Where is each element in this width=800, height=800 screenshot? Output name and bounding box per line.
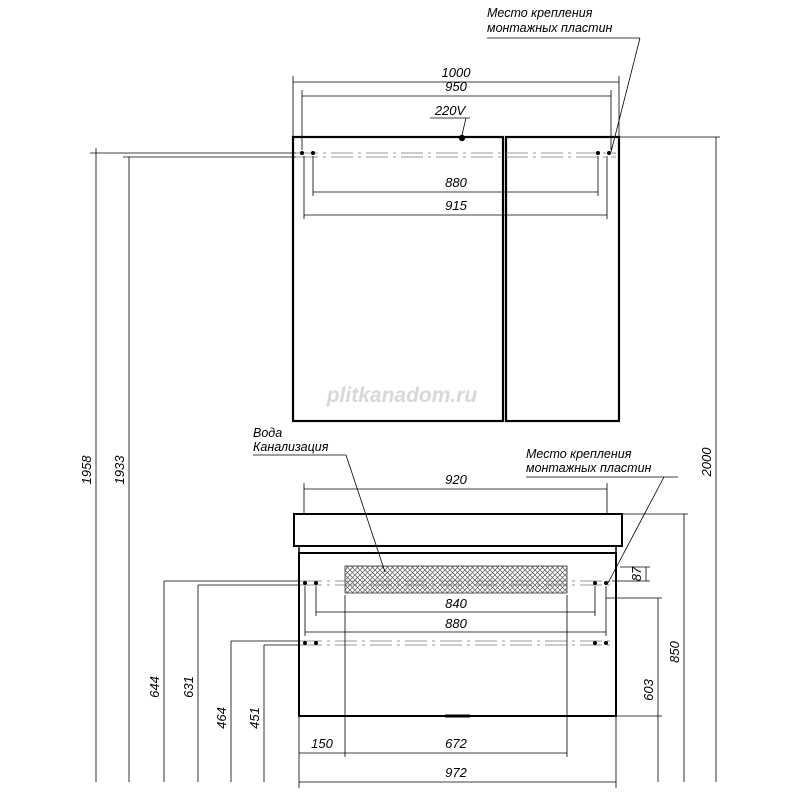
dim-644: 644 <box>147 676 162 698</box>
dim-840: 840 <box>445 596 467 611</box>
mount-point <box>314 641 318 645</box>
water-label: Вода <box>253 426 283 440</box>
mount-point <box>593 581 597 585</box>
mount-point <box>593 641 597 645</box>
mount-label-top-line1: Место крепления <box>487 6 593 20</box>
cabinet-right-door <box>506 137 619 421</box>
mount-point <box>300 151 304 155</box>
mount-point <box>607 151 611 155</box>
mount-point <box>303 581 307 585</box>
vanity-dimension-labels <box>79 426 714 780</box>
dim-1958: 1958 <box>79 455 94 485</box>
dim-920: 920 <box>445 472 467 487</box>
mount-point <box>303 641 307 645</box>
mount-point <box>604 641 608 645</box>
vanity-unit <box>294 514 622 716</box>
dim-451: 451 <box>247 707 262 729</box>
plumbing-area <box>345 566 567 593</box>
power-label: 220V <box>434 103 466 118</box>
dim-972: 972 <box>445 765 467 780</box>
mount-point <box>314 581 318 585</box>
mount-point <box>596 151 600 155</box>
mount-label-bottom-line2: монтажных пластин <box>526 461 652 475</box>
dim-631: 631 <box>181 676 196 698</box>
dim-464: 464 <box>214 707 229 729</box>
dim-1933: 1933 <box>112 455 127 485</box>
sewer-label: Канализация <box>253 440 329 454</box>
vanity-dimensions <box>164 455 688 788</box>
mount-label-top-line2: монтажных пластин <box>487 21 613 35</box>
power-outlet-icon <box>459 135 465 141</box>
dim-2000: 2000 <box>699 447 714 477</box>
dim-87: 87 <box>629 566 644 582</box>
dim-672: 672 <box>445 736 467 751</box>
dim-950: 950 <box>445 79 467 94</box>
cabinet-dimension-labels <box>434 6 613 213</box>
mount-point <box>604 581 608 585</box>
dim-880-bottom: 880 <box>445 616 467 631</box>
dim-603: 603 <box>641 679 656 701</box>
dim-1000: 1000 <box>441 65 471 80</box>
dim-915: 915 <box>445 198 467 213</box>
mount-label-bottom-line1: Место крепления <box>526 447 632 461</box>
mount-point <box>311 151 315 155</box>
cabinet-left-door <box>293 137 503 421</box>
dim-150: 150 <box>311 736 333 751</box>
watermark: plitkanadom.ru <box>326 384 478 407</box>
countertop <box>294 514 622 546</box>
dim-880-top: 880 <box>445 175 467 190</box>
dim-850: 850 <box>667 641 682 663</box>
